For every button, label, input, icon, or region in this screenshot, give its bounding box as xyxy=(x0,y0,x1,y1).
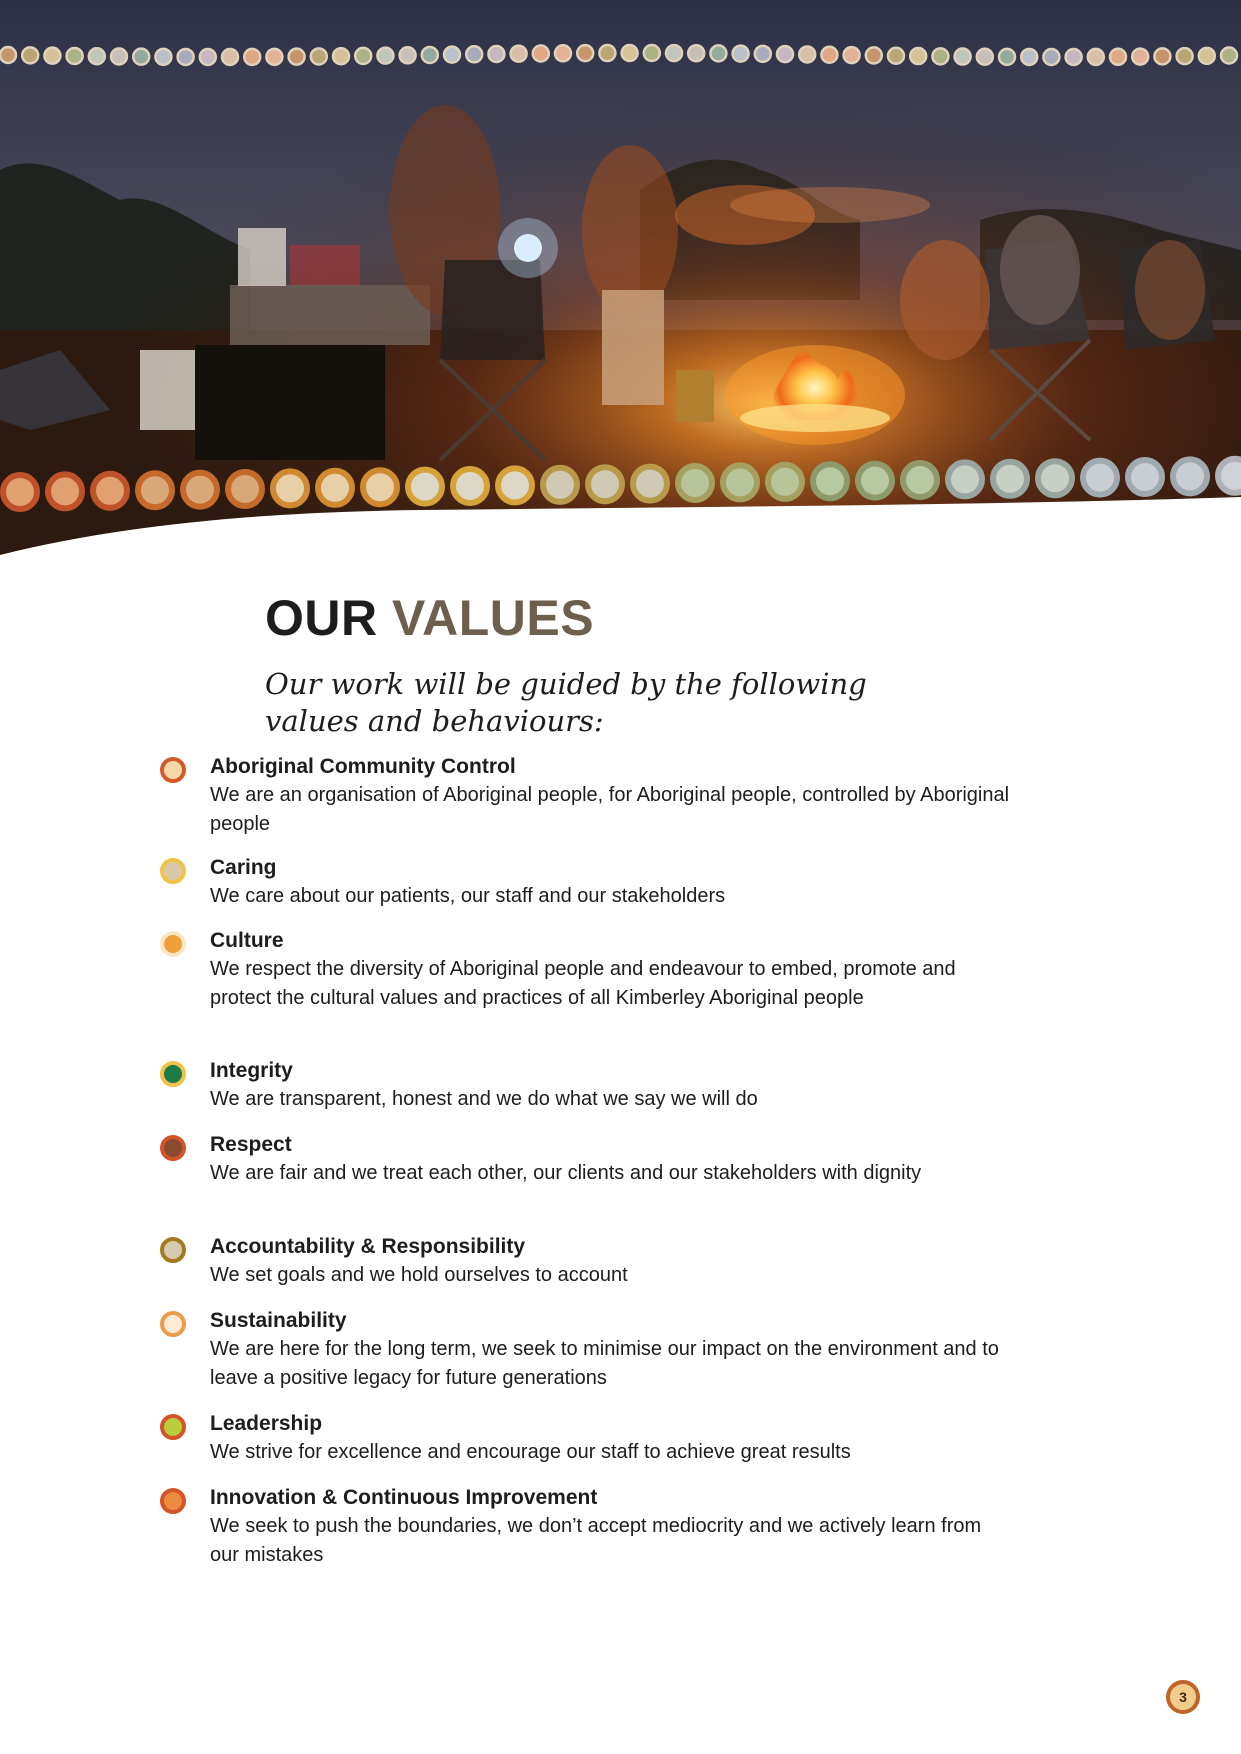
page-number: 3 xyxy=(1166,1680,1200,1714)
border-dot xyxy=(633,467,667,501)
border-dot xyxy=(93,474,127,508)
border-dot xyxy=(813,464,847,498)
title-word-values: VALUES xyxy=(392,590,595,646)
border-dot xyxy=(533,45,549,61)
page-subtitle: Our work will be guided by the following values and behaviours: xyxy=(265,667,867,738)
border-dot xyxy=(377,48,393,64)
border-dot xyxy=(977,49,993,65)
border-dot xyxy=(422,47,438,63)
border-dot xyxy=(1066,49,1082,65)
value-description: We are an organisation of Aboriginal people, for Aboriginal people, controlled by Aboriginal people xyxy=(210,784,1010,835)
list-item xyxy=(210,1306,1010,1392)
border-dot xyxy=(318,471,352,505)
value-description: We care about our patients, our staff and our stakeholders xyxy=(210,885,726,907)
border-dot xyxy=(555,45,571,61)
value-name: Sustainability xyxy=(210,1309,347,1332)
value-description: We are transparent, honest and we do what we say we will do xyxy=(210,1088,758,1110)
border-dot xyxy=(178,49,194,65)
border-dot xyxy=(111,48,127,64)
border-dot xyxy=(155,49,171,65)
border-dot xyxy=(67,48,83,64)
border-dot xyxy=(273,471,307,505)
border-dot xyxy=(1173,459,1207,493)
border-dot xyxy=(22,47,38,63)
page-title xyxy=(265,588,1025,648)
border-dot xyxy=(444,47,460,63)
border-dot xyxy=(644,45,660,61)
dot-bullet-icon xyxy=(160,757,186,783)
border-dot xyxy=(622,45,638,61)
border-dot xyxy=(289,49,305,65)
border-dot xyxy=(333,48,349,64)
value-description: We set goals and we hold ourselves to account xyxy=(210,1264,628,1286)
list-item xyxy=(210,1232,628,1290)
dot-bullet-icon xyxy=(160,1061,186,1087)
border-dot xyxy=(599,45,615,61)
border-dot xyxy=(1043,49,1059,65)
border-dot xyxy=(733,46,749,62)
border-dot xyxy=(588,467,622,501)
value-name: Respect xyxy=(210,1133,292,1156)
border-dot xyxy=(408,470,442,504)
list-item xyxy=(210,1409,851,1467)
border-dot xyxy=(799,46,815,62)
value-description: We are fair and we treat each other, our clients and our stakeholders with dignity xyxy=(210,1162,922,1184)
border-dot xyxy=(903,463,937,497)
border-dot xyxy=(710,45,726,61)
border-dot xyxy=(1132,49,1148,65)
border-dot xyxy=(363,470,397,504)
value-name: Innovation & Continuous Improvement xyxy=(210,1486,598,1509)
border-dot xyxy=(948,462,982,496)
list-item xyxy=(210,926,1010,1012)
list-item xyxy=(210,1130,921,1188)
value-description: We respect the diversity of Aboriginal people and endeavour to embed, promote and protect the cultural values and practices of all Kimberley Aboriginal people xyxy=(210,958,956,1009)
border-dot xyxy=(89,48,105,64)
value-description: We seek to push the boundaries, we don’t accept mediocrity and we actively learn from our mistakes xyxy=(210,1515,982,1566)
dot-bullet-icon xyxy=(160,1488,186,1514)
title-word-our: OUR xyxy=(265,590,378,646)
border-dot xyxy=(543,468,577,502)
border-dot xyxy=(0,47,16,63)
border-dot xyxy=(777,46,793,62)
values-heading-block xyxy=(265,588,1025,740)
list-item xyxy=(210,1056,758,1114)
border-dot xyxy=(858,464,892,498)
border-dot xyxy=(228,472,262,506)
border-dot xyxy=(3,475,37,509)
border-dot xyxy=(1038,461,1072,495)
value-name: Aboriginal Community Control xyxy=(210,755,516,778)
border-dot xyxy=(678,466,712,500)
dot-bullet-icon xyxy=(160,1311,186,1337)
border-dot xyxy=(1088,49,1104,65)
border-dot xyxy=(453,469,487,503)
value-name: Integrity xyxy=(210,1059,293,1082)
border-dot xyxy=(1177,48,1193,64)
border-dot xyxy=(821,47,837,63)
border-dot xyxy=(1221,48,1237,64)
border-dot xyxy=(910,48,926,64)
border-dot xyxy=(498,468,532,502)
dot-bullet-icon xyxy=(160,858,186,884)
border-dot xyxy=(355,48,371,64)
border-dot xyxy=(955,49,971,65)
border-dot xyxy=(183,473,217,507)
border-dot xyxy=(1199,48,1215,64)
dot-bullet-icon xyxy=(160,1135,186,1161)
border-dot xyxy=(200,49,216,65)
border-dot xyxy=(888,48,904,64)
dot-bullet-icon xyxy=(160,931,186,957)
value-name: Leadership xyxy=(210,1412,323,1435)
border-dot xyxy=(311,48,327,64)
dot-bullet-icon xyxy=(160,1414,186,1440)
border-dot xyxy=(844,47,860,63)
value-description: We strive for excellence and encourage our staff to achieve great results xyxy=(210,1441,851,1463)
border-dot xyxy=(1128,460,1162,494)
border-dot xyxy=(511,46,527,62)
border-dot xyxy=(932,48,948,64)
border-dot xyxy=(1083,461,1117,495)
border-dot xyxy=(866,47,882,63)
border-dot xyxy=(1021,49,1037,65)
border-dot xyxy=(723,465,757,499)
value-name: Caring xyxy=(210,856,277,879)
border-dot xyxy=(44,48,60,64)
border-dot xyxy=(138,473,172,507)
border-dot xyxy=(666,45,682,61)
border-dot xyxy=(222,49,238,65)
border-dot xyxy=(768,465,802,499)
list-item xyxy=(210,752,1010,838)
border-dot xyxy=(1154,48,1170,64)
border-dot xyxy=(133,49,149,65)
border-dot xyxy=(1218,459,1241,493)
border-dot xyxy=(688,45,704,61)
border-dot xyxy=(466,46,482,62)
campfire-night-photo xyxy=(0,0,1241,560)
border-dot xyxy=(400,47,416,63)
border-dot xyxy=(48,474,82,508)
border-dot xyxy=(999,49,1015,65)
list-item xyxy=(210,853,725,911)
value-name: Culture xyxy=(210,929,284,952)
border-dot xyxy=(1110,49,1126,65)
border-dot xyxy=(755,46,771,62)
border-dot xyxy=(244,49,260,65)
border-dot xyxy=(266,49,282,65)
border-dot xyxy=(993,462,1027,496)
border-dot xyxy=(577,45,593,61)
border-dot xyxy=(488,46,504,62)
dot-bullet-icon xyxy=(160,1237,186,1263)
value-description: We are here for the long term, we seek to minimise our impact on the environment and to leave a positive legacy for future generations xyxy=(210,1338,999,1389)
value-name: Accountability & Responsibility xyxy=(210,1235,526,1258)
hero-photo xyxy=(0,0,1241,560)
list-item xyxy=(210,1483,1010,1569)
